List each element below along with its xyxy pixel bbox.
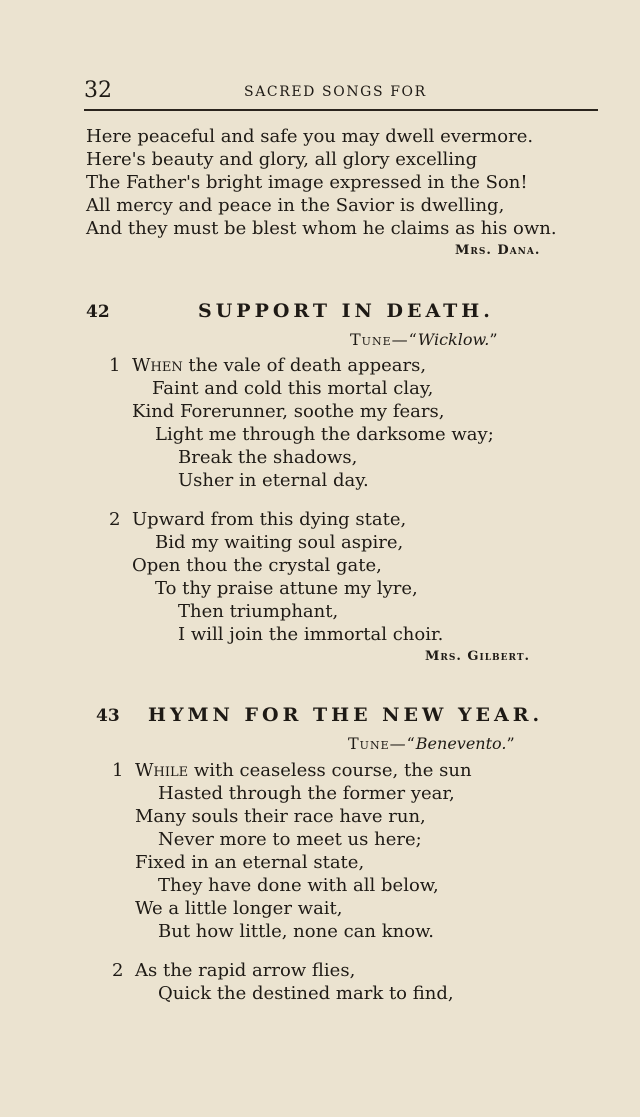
tune-name: Benevento. (415, 734, 507, 753)
verse-first-rest: the vale of death appears, (182, 355, 427, 376)
verse-number: 1 (109, 355, 121, 376)
hymn-42-title: SUPPORT IN DEATH. (198, 300, 494, 322)
prev-line-5: And they must be blest whom he claims as his own. (86, 218, 557, 239)
tune-close: ” (506, 734, 515, 753)
verse-number: 1 (112, 760, 124, 781)
verse-first-word: When (132, 355, 183, 376)
running-head: SACRED SONGS FOR (244, 84, 427, 100)
verse-line: Light me through the darksome way; (155, 424, 494, 445)
page-header (84, 78, 596, 108)
verse-line: Many souls their race have run, (135, 806, 426, 827)
verse-line: Quick the destined mark to find, (158, 983, 454, 1004)
verse-line: I will join the immortal choir. (178, 624, 444, 645)
prev-line-3: The Father's bright image expressed in the Son! (86, 172, 528, 193)
verse-line (135, 760, 472, 782)
prev-line-4: All mercy and peace in the Savior is dwelling, (86, 195, 505, 216)
tune-close: ” (489, 330, 498, 349)
hymn-42-author: Mrs. Gilbert. (425, 649, 531, 664)
prev-line-2: Here's beauty and glory, all glory excelling (86, 149, 478, 170)
verse-line: To thy praise attune my lyre, (155, 578, 418, 599)
verse-line: Fixed in an eternal state, (135, 852, 365, 873)
tune-label: Tune—“ (350, 330, 418, 349)
hymn-42-tune (350, 330, 498, 349)
tune-label: Tune—“ (348, 734, 416, 753)
verse-first-rest: with ceaseless course, the sun (188, 760, 472, 781)
verse-line: Kind Forerunner, soothe my fears, (132, 401, 445, 422)
prev-author: Mrs. Dana. (455, 243, 541, 258)
verse-line (132, 355, 426, 377)
verse-line: But how little, none can know. (158, 921, 435, 942)
verse-line: Bid my waiting soul aspire, (155, 532, 404, 553)
hymn-43-title: HYMN FOR THE NEW YEAR. (148, 704, 544, 726)
verse-line: They have done with all below, (158, 875, 439, 896)
verse-line: Usher in eternal day. (178, 470, 369, 491)
verse-line: Hasted through the former year, (158, 783, 455, 804)
hymn-43-number: 43 (96, 706, 120, 726)
hymn-42-number: 42 (86, 302, 110, 322)
verse-line: Faint and cold this mortal clay, (152, 378, 434, 399)
verse-line: We a little longer wait, (135, 898, 343, 919)
verse-line: Break the shadows, (178, 447, 358, 468)
hymn-43-tune (348, 734, 515, 753)
page-number: 32 (84, 78, 112, 103)
verse-line: Open thou the crystal gate, (132, 555, 382, 576)
verse-number: 2 (112, 960, 124, 981)
header-rule (84, 109, 598, 111)
tune-name: Wicklow. (417, 330, 490, 349)
verse-line: As the rapid arrow flies, (135, 960, 356, 981)
verse-line: Upward from this dying state, (132, 509, 407, 530)
prev-line-1: Here peaceful and safe you may dwell evermore. (86, 126, 534, 147)
verse-number: 2 (109, 509, 121, 530)
verse-first-word: While (135, 760, 189, 781)
verse-line: Then triumphant, (178, 601, 339, 622)
verse-line: Never more to meet us here; (158, 829, 422, 850)
